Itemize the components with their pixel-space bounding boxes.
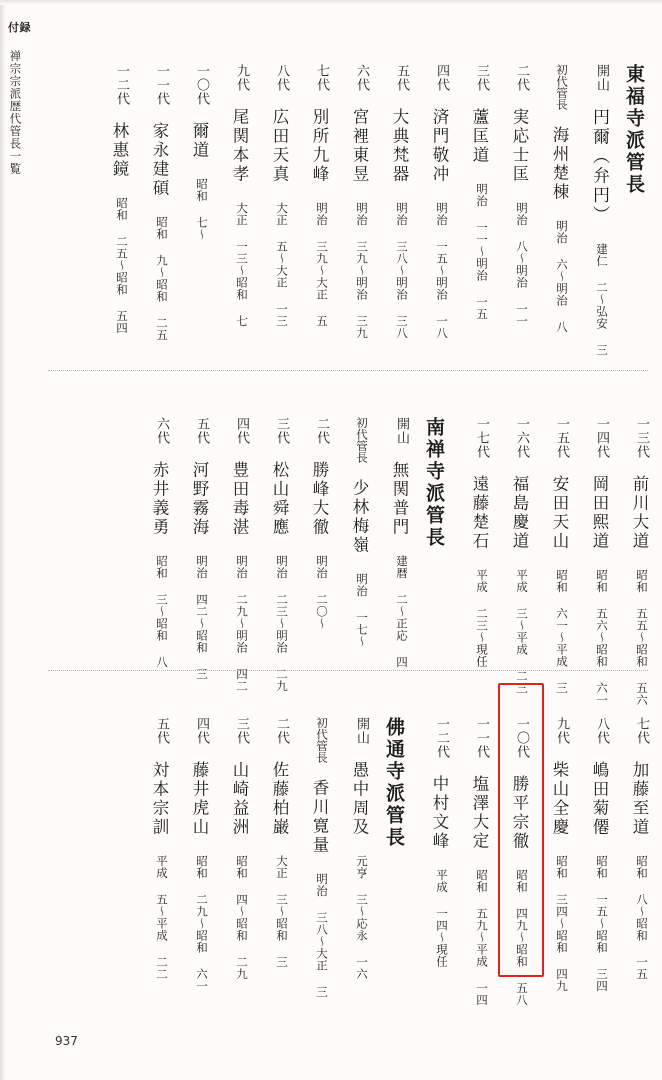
entry-nanzenji-6 <box>128 371 168 670</box>
section-buttsuji <box>48 670 649 1006</box>
entry-nanzenji-11 <box>448 671 489 1006</box>
era-range: 建仁 二～弘安 三 <box>595 243 609 356</box>
era-range: 明治 二三～明治 二九 <box>275 555 289 692</box>
era-range: 平成 二三～現任 <box>475 569 489 668</box>
era-range: 明治 一一～明治 一五 <box>475 183 489 320</box>
abbot-name: 加藤至道 <box>630 761 649 837</box>
abbot-name: 赤井義勇 <box>150 461 169 537</box>
page-edge-shading-top <box>0 0 662 5</box>
generation-label: 初代管長 <box>555 64 569 110</box>
era-range: 建暦 二～正応 四 <box>395 555 409 668</box>
generation-label: 一四代 <box>594 417 609 459</box>
entry-nanzenji-4 <box>208 371 249 692</box>
generation-label: 三代 <box>234 717 249 745</box>
entry-nanzenji-12 <box>408 671 448 980</box>
entry-tofukuji-0 <box>568 18 608 370</box>
abbot-name: 河野霧海 <box>190 461 209 537</box>
entry-nanzenji-2 <box>288 371 328 670</box>
generation-label: 四代 <box>234 417 249 445</box>
generation-label: 二代 <box>274 717 289 745</box>
abbot-name: 山崎益洲 <box>230 761 249 837</box>
era-range: 昭和 五九～平成 一四 <box>475 869 489 1006</box>
entry-buttsuji-2 <box>248 671 288 980</box>
abbot-name: 別所九峰 <box>310 108 329 184</box>
generation-label: 一二代 <box>434 717 449 759</box>
margin-label <box>8 22 42 300</box>
entry-tofukuji-4 <box>408 18 448 370</box>
entry-buttsuji-3 <box>208 671 248 980</box>
era-range: 明治 三九～大正 五 <box>315 202 329 327</box>
abbot-name: 対本宗訓 <box>150 761 169 837</box>
generation-label: 初代管長 <box>315 717 329 763</box>
era-range: 明治 八～明治 一一 <box>515 202 529 327</box>
era-range: 大正 三～昭和 三 <box>275 855 289 968</box>
page-number: 937 <box>55 1034 78 1048</box>
abbot-name: 佐藤柏巌 <box>270 761 289 837</box>
entry-tofukuji-3 <box>448 18 488 370</box>
abbot-name: 遠藤楚石 <box>470 475 489 551</box>
generation-label: 初代管長 <box>355 417 369 463</box>
abbot-name: 嶋田菊僊 <box>590 761 609 837</box>
entry-nanzenji-3 <box>248 371 289 692</box>
generation-label: 三代 <box>274 417 289 445</box>
section-buttsuji-row <box>128 671 649 1006</box>
generation-label: 六代 <box>354 64 369 92</box>
generation-label: 四代 <box>194 717 209 745</box>
generation-label: 五代 <box>154 717 169 745</box>
entry-tofukuji-10 <box>168 18 208 370</box>
table-content <box>48 18 648 1018</box>
generation-label: 一六代 <box>514 417 529 459</box>
generation-label: 七代 <box>314 64 329 92</box>
entry-nanzenji-5 <box>168 371 209 680</box>
generation-label: 四代 <box>434 64 449 92</box>
era-range: 明治 二〇～ <box>315 555 329 630</box>
era-range: 明治 一七～ <box>355 573 369 648</box>
abbot-name: 海州楚棟 <box>550 126 569 202</box>
generation-label: 五代 <box>394 64 409 92</box>
generation-label: 五代 <box>194 417 209 445</box>
era-range: 昭和 六一～平成 三 <box>555 569 569 694</box>
section-heading-nanzenji: 南禅寺派管長 <box>423 417 445 549</box>
section-nanzenji <box>48 370 649 706</box>
entry-tofukuji-5 <box>368 18 408 370</box>
entry-tofukuji-8 <box>248 18 288 370</box>
era-range: 昭和 二九～昭和 六一 <box>195 855 209 992</box>
era-range: 元亨 三～応永 一六 <box>355 855 369 980</box>
era-range: 昭和 二五～昭和 五四 <box>115 197 129 334</box>
entry-buttsuji-5 <box>128 671 168 980</box>
era-range: 明治 三八～明治 三八 <box>395 202 409 339</box>
entry-nanzenji-7 <box>608 671 648 980</box>
generation-label: 一二代 <box>114 64 129 106</box>
era-range: 昭和 一五～昭和 三四 <box>595 855 609 992</box>
era-range: 昭和 四～昭和 二九 <box>235 855 249 980</box>
era-range: 昭和 八～昭和 一五 <box>635 855 649 980</box>
abbot-name: 円爾（弁円） <box>589 108 609 225</box>
entry-tofukuji-15 <box>528 371 569 694</box>
era-range: 昭和 九～昭和 二五 <box>155 216 169 341</box>
entry-tofukuji-16 <box>488 371 529 694</box>
era-range: 明治 三九～明治 三九 <box>355 202 369 339</box>
generation-label: 一三代 <box>634 417 649 459</box>
abbot-name: 中村文峰 <box>430 775 449 851</box>
entry-buttsuji-1 <box>288 671 329 998</box>
section-heading-tofukuji: 東福寺派管長 <box>623 64 645 196</box>
generation-label: 一七代 <box>474 417 489 459</box>
entry-nanzenji-0 <box>368 371 408 670</box>
entry-tofukuji-7 <box>288 18 328 370</box>
section-tofukuji <box>48 18 648 370</box>
section-heading-buttsuji: 佛通寺派管長 <box>383 717 405 849</box>
generation-label: 三代 <box>474 64 489 92</box>
generation-label: 九代 <box>234 64 249 92</box>
abbot-name: 前川大道 <box>630 475 649 551</box>
abbot-name: 松山舜應 <box>270 461 289 537</box>
generation-label: 一一代 <box>474 717 489 759</box>
appendix-label: 付録 <box>8 21 31 34</box>
generation-label: 一〇代 <box>194 64 209 106</box>
abbot-name: 塩澤大定 <box>470 775 489 851</box>
era-range: 昭和 四九～昭和 五八 <box>515 869 529 1006</box>
era-range: 明治 四二～昭和 三 <box>195 555 209 680</box>
entry-tofukuji-17 <box>448 371 488 670</box>
generation-label: 開山 <box>594 64 609 92</box>
section-nanzenji-row <box>128 371 649 706</box>
abbot-name: 尾関本孝 <box>230 108 249 184</box>
abbot-name: 済門敬冲 <box>430 108 449 184</box>
abbot-name: 勝平宗徹 <box>510 775 529 851</box>
abbot-name: 豊田毒湛 <box>230 461 249 537</box>
abbot-name: 少林梅嶺 <box>350 479 369 555</box>
abbot-name: 福島慶道 <box>510 475 529 551</box>
generation-label: 一〇代 <box>514 717 529 759</box>
abbot-name: 蘆匡道 <box>470 108 489 165</box>
era-range: 平成 五～平成 二二 <box>155 855 169 980</box>
abbot-name: 家永建碩 <box>150 122 169 198</box>
era-range: 明治 六～明治 八 <box>555 220 569 333</box>
generation-label: 八代 <box>594 717 609 745</box>
entry-buttsuji-0 <box>328 671 368 980</box>
era-range: 大正 一三～昭和 七 <box>235 202 249 327</box>
entry-buttsuji-4 <box>168 671 209 992</box>
era-range: 平成 一四～現任 <box>435 869 449 968</box>
generation-label: 開山 <box>354 717 369 745</box>
generation-label: 九代 <box>554 717 569 745</box>
era-range: 明治 二九～明治 四二 <box>235 555 249 692</box>
era-range: 昭和 七～ <box>195 178 209 241</box>
entry-tofukuji-1 <box>528 18 568 370</box>
era-range: 明治 一五～明治 一八 <box>435 202 449 339</box>
abbot-name: 大典梵器 <box>390 108 409 184</box>
abbot-name: 宮裡東昱 <box>350 108 369 184</box>
era-range: 昭和 五五～昭和 五六 <box>635 569 649 706</box>
entry-nanzenji-1 <box>328 371 368 670</box>
abbot-name: 愚中周及 <box>350 761 369 837</box>
abbot-name: 岡田熙道 <box>590 475 609 551</box>
abbot-name: 無関普門 <box>390 461 409 537</box>
abbot-name: 柴山全慶 <box>550 761 569 837</box>
section-tofukuji-row-1 <box>88 18 648 370</box>
entry-nanzenji-10-highlighted <box>488 671 529 1006</box>
entry-tofukuji-6 <box>328 18 368 370</box>
generation-label: 一一代 <box>154 64 169 106</box>
era-range: 昭和 三四～昭和 四九 <box>555 855 569 992</box>
abbot-name: 香川寛量 <box>310 779 329 855</box>
abbot-name: 安田天山 <box>550 475 569 551</box>
generation-label: 七代 <box>634 717 649 745</box>
generation-label: 開山 <box>394 417 409 445</box>
entry-nanzenji-9 <box>528 671 569 992</box>
generation-label: 八代 <box>274 64 289 92</box>
era-range: 平成 三～平成 二三 <box>515 569 529 694</box>
generation-label: 一五代 <box>554 417 569 459</box>
era-range: 明治 三八～大正 三 <box>315 873 329 998</box>
abbot-name: 藤井虎山 <box>190 761 209 837</box>
entry-tofukuji-12 <box>88 18 128 370</box>
abbot-name: 爾道 <box>190 122 209 160</box>
abbot-name: 勝峰大徹 <box>310 461 329 537</box>
entry-tofukuji-11 <box>128 18 168 370</box>
entry-tofukuji-2 <box>488 18 528 370</box>
era-range: 昭和 三～昭和 八 <box>155 555 169 668</box>
era-range: 昭和 五六～昭和 六一 <box>595 569 609 706</box>
entry-nanzenji-8 <box>568 671 609 992</box>
running-head-vertical: 禅宗宗派歴代管長一覧 <box>8 50 23 176</box>
generation-label: 二代 <box>314 417 329 445</box>
entry-tofukuji-13 <box>608 371 649 706</box>
entry-tofukuji-14 <box>568 371 609 706</box>
era-range: 大正 五～大正 一三 <box>275 202 289 327</box>
abbot-name: 実応士匡 <box>510 108 529 184</box>
generation-label: 二代 <box>514 64 529 92</box>
generation-label: 六代 <box>154 417 169 445</box>
page-edge-shading-left <box>0 0 6 1080</box>
entry-tofukuji-9 <box>208 18 248 370</box>
abbot-name: 林惠鏡 <box>110 122 129 179</box>
abbot-name: 広田天真 <box>270 108 289 184</box>
